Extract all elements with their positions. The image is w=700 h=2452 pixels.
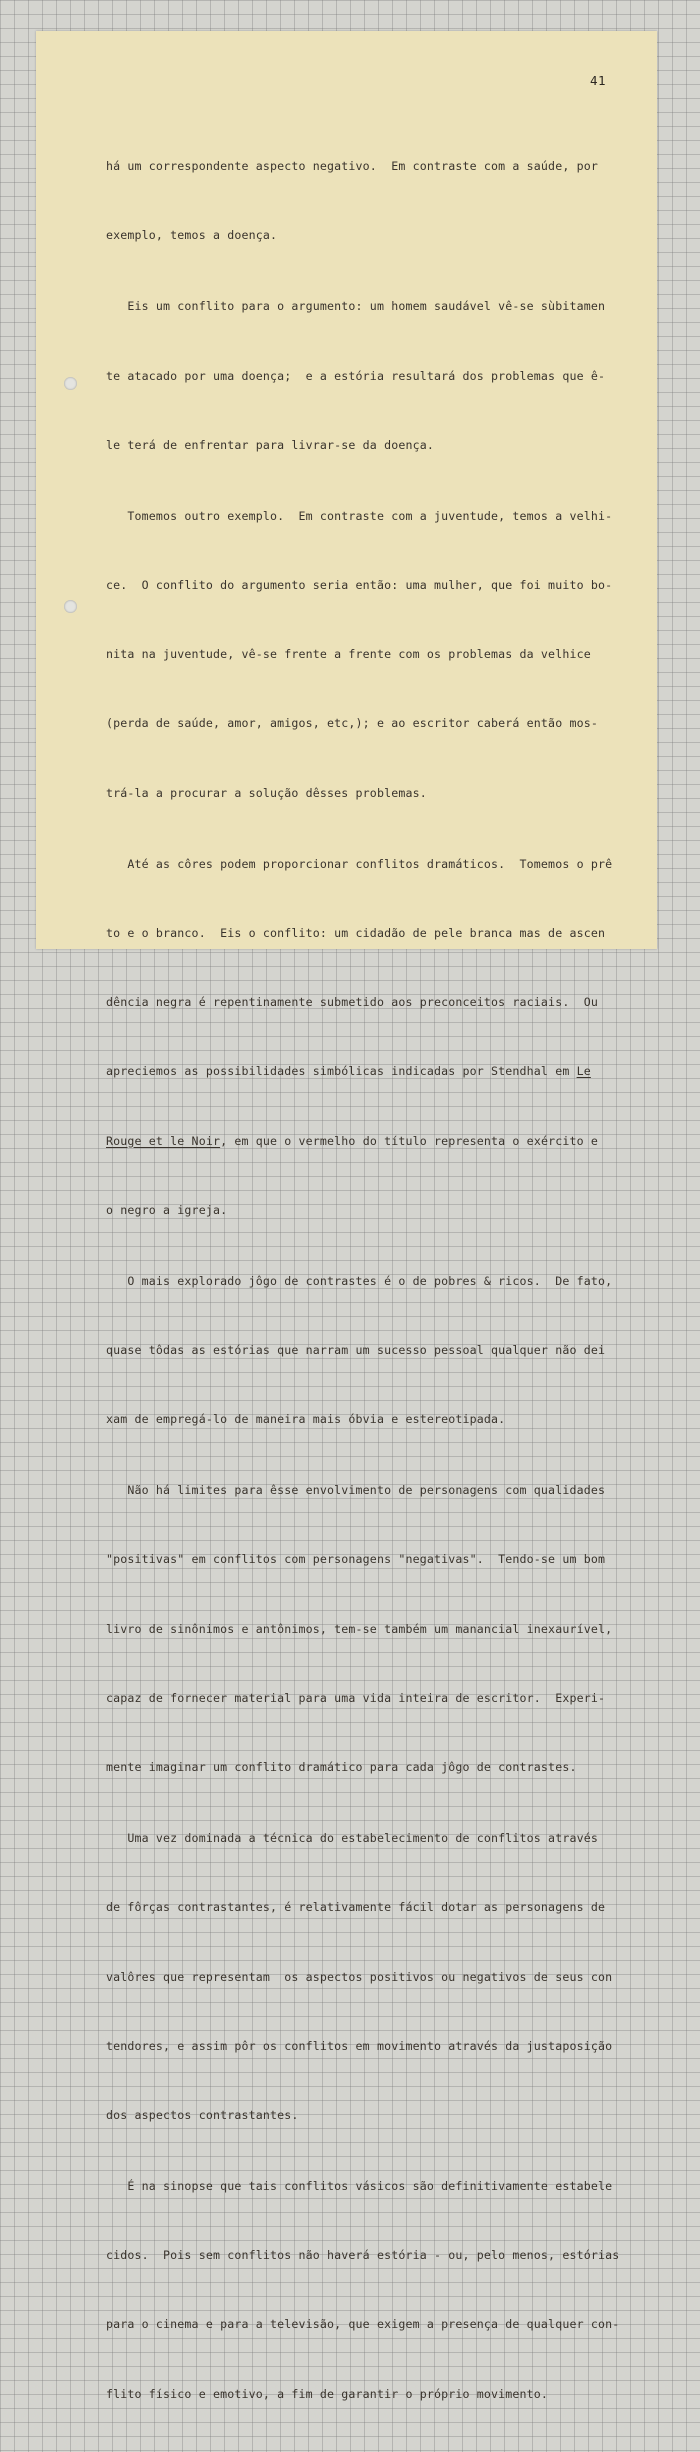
text-line: Não há limites para êsse envolvimento de personagens com qualidades — [106, 1483, 606, 1498]
text-line: dos aspectos contrastantes. — [106, 2108, 299, 2123]
text-line: Até as côres podem proporcionar conflitos dramáticos. Tomemos o prê — [106, 856, 613, 871]
text-segment: , em que o vermelho do título representa o exército e — [220, 1133, 598, 1148]
text-line: xam de empregá-lo de maneira mais óbvia e estereotipada. — [106, 1412, 506, 1427]
text-line: Uma vez dominada a técnica do estabelecimento de conflitos através — [106, 1830, 598, 1845]
page-number: 41 — [590, 73, 607, 88]
text-line: valôres que representam os aspectos positivos ou negativos de seus con — [106, 1969, 613, 1984]
text-line: cidos. Pois sem conflitos não haverá estória - ou, pelo menos, estórias — [106, 2248, 620, 2263]
text-line: nita na juventude, vê-se frente a frente com os problemas da velhice — [106, 647, 591, 662]
text-line: flito físico e emotivo, a fim de garantir o próprio movimento. — [106, 2386, 549, 2401]
text-line: quase tôdas as estórias que narram um sucesso pessoal qualquer não dei — [106, 1342, 606, 1357]
text-line: de fôrças contrastantes, é relativamente fácil dotar as personagens de — [106, 1900, 606, 1915]
text-line: capaz de fornecer material para uma vida inteira de escritor. Experi- — [106, 1690, 606, 1705]
book-title-underlined: Rouge et le Noir — [106, 1133, 221, 1148]
text-line: há um correspondente aspecto negativo. Em contraste com a saúde, por — [106, 159, 598, 174]
text-line: dência negra é repentinamente submetido aos preconceitos raciais. Ou — [106, 995, 598, 1010]
text-line: (perda de saúde, amor, amigos, etc,); e ao escritor caberá então mos- — [106, 716, 598, 731]
text-line — [106, 1060, 626, 1083]
text-line: mente imaginar um conflito dramático para cada jôgo de contrastes. — [106, 1760, 577, 1775]
text-line: ce. O conflito do argumento seria então: uma mulher, que foi muito bo- — [106, 577, 613, 592]
text-line: É na sinopse que tais conflitos vásicos são definitivamente estabele — [106, 2178, 613, 2193]
text-segment: apreciemos as possibilidades simbólicas indicadas por Stendhal em — [106, 1064, 577, 1079]
text-line: livro de sinônimos e antônimos, tem-se também um manancial inexaurível, — [106, 1621, 613, 1636]
text-line: trá-la a procurar a solução dêsses problemas. — [106, 785, 427, 800]
text-line: o negro a igreja. — [106, 1202, 228, 1217]
text-line: te atacado por uma doença; e a estória resultará dos problemas que ê- — [106, 368, 606, 383]
binder-hole — [64, 377, 77, 390]
text-line — [106, 1130, 626, 1153]
text-line: tendores, e assim pôr os conflitos em movimento através da justaposição — [106, 2038, 613, 2053]
text-line: para o cinema e para a televisão, que exigem a presença de qualquer con- — [106, 2317, 620, 2332]
text-line: Tomemos outro exemplo. Em contraste com a juventude, temos a velhi- — [106, 508, 613, 523]
typewritten-page — [36, 31, 657, 2401]
text-line: "positivas" em conflitos com personagens "negativas". Tendo-se um bom — [106, 1552, 606, 1567]
text-line: to e o branco. Eis o conflito: um cidadão de pele branca mas de ascen — [106, 925, 606, 940]
text-line: Eis um conflito para o argumento: um homem saudável vê-se sùbitamen — [106, 299, 606, 314]
text-line: O mais explorado jôgo de contrastes é o de pobres & ricos. De fato, — [106, 1273, 613, 1288]
binder-hole — [64, 600, 77, 613]
body-text — [106, 109, 626, 2452]
book-title-underlined: Le — [576, 1064, 591, 1079]
text-line: le terá de enfrentar para livrar-se da doença. — [106, 437, 434, 452]
text-line: exemplo, temos a doença. — [106, 228, 278, 243]
